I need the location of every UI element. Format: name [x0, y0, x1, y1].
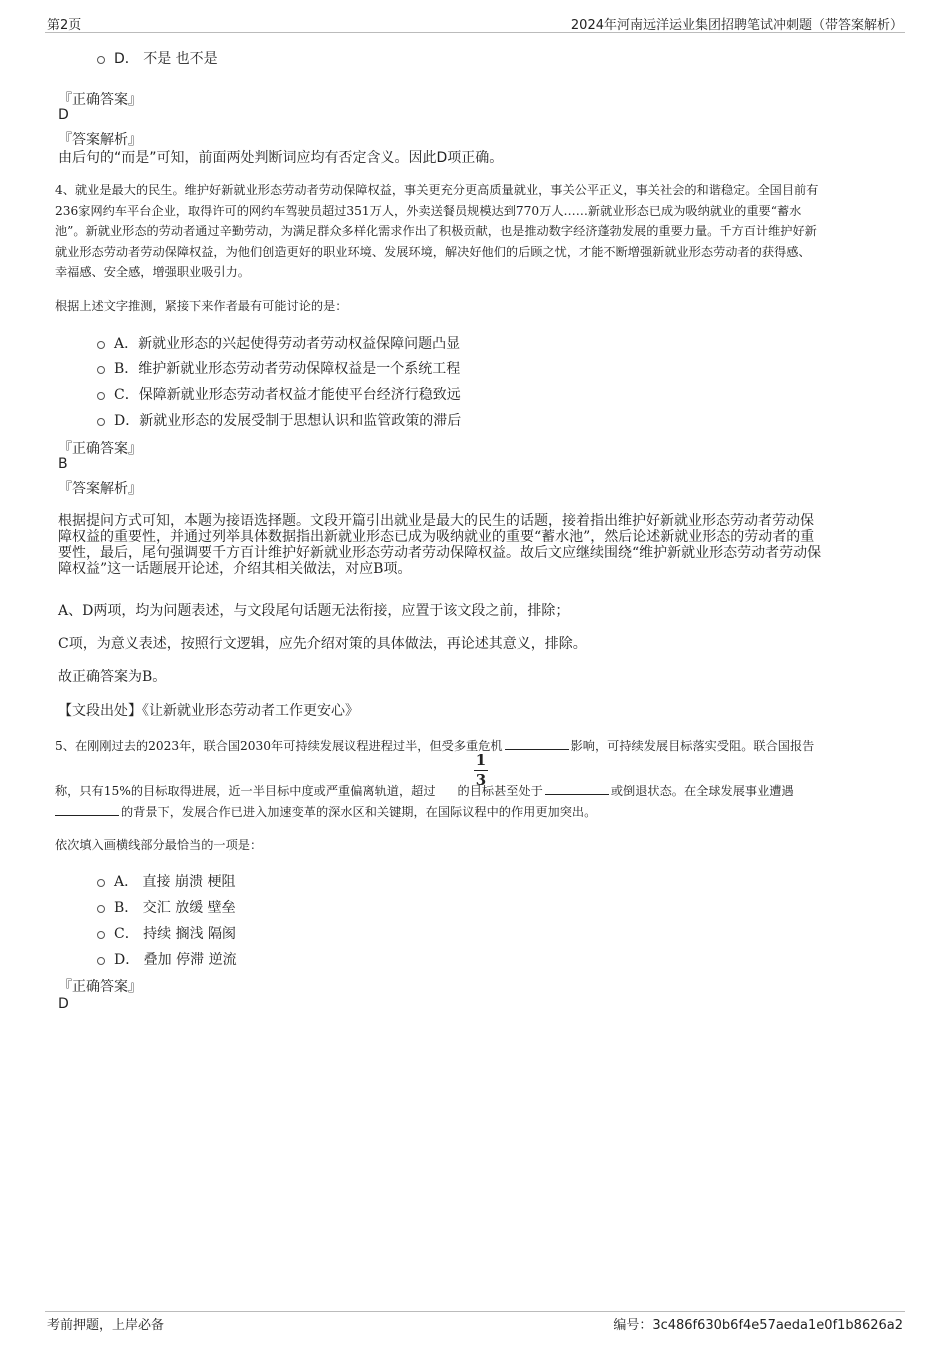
option-label: D．新就业形态的发展受制于思想认识和监管政策的滞后	[114, 413, 462, 429]
q4-analysis-line: 根据提问方式可知，本题为接语选择题。文段开篇引出就业是最大的民生的话题，接着指出维护好新就业形态劳动者劳动保	[58, 513, 814, 529]
q4-answer: B	[58, 456, 68, 472]
q5-option-d[interactable]	[97, 949, 237, 969]
q3-analysis-label: 『答案解析』	[58, 132, 142, 148]
option-label: D． 不是 也不是	[114, 51, 218, 67]
radio-icon[interactable]	[97, 366, 105, 374]
option-label: A．新就业形态的兴起使得劳动者劳动权益保障问题凸显	[114, 336, 461, 352]
q4-stem-line: 就业形态劳动者劳动保障权益，为他们创造更好的职业环境、发展环境，解决好他们的后顾之忧，才能不断增强新就业形态劳动者的获得感、	[55, 244, 811, 259]
q4-option-a[interactable]	[97, 333, 460, 353]
q5-text: 5、在刚刚过去的2023年，联合国2030年可持续发展议程进程过半，但受多重危机	[55, 739, 503, 753]
q4-question: 根据上述文字推测，紧接下来作者最有可能讨论的是：	[55, 299, 348, 313]
q4-analysis-line: 障权益”这一话题展开论述，介绍其相关做法，对应B项。	[58, 561, 412, 577]
fill-blank	[545, 782, 609, 795]
radio-icon[interactable]	[97, 418, 105, 426]
q5-text: 影响，可持续发展目标落实受阻。联合国报告	[570, 739, 815, 753]
q5-stem-line-2	[55, 782, 794, 799]
q4-stem-line: 4、就业是最大的民生。维护好新就业形态劳动者劳动保障权益，事关更充分更高质量就业，事关公平正义，事关社会的和谐稳定。全国目前有	[55, 183, 819, 197]
footer-divider	[45, 1311, 905, 1312]
option-label: A． 直接 崩溃 梗阻	[114, 874, 236, 890]
q4-analysis-line: 要性，最后，尾句强调要千方百计维护好新就业形态劳动者劳动保障权益。故后文应继续围绕“维护新就业形态劳动者劳动保	[58, 545, 822, 561]
q4-conclusion: 故正确答案为B。	[58, 669, 167, 685]
fraction-denominator: 3	[475, 771, 487, 789]
radio-icon[interactable]	[97, 341, 105, 349]
q4-answer-label: 『正确答案』	[58, 441, 142, 457]
fraction-numerator: 1	[475, 751, 487, 769]
q5-question: 依次填入画横线部分最恰当的一项是：	[55, 838, 263, 852]
q5-option-a[interactable]	[97, 871, 235, 891]
radio-icon[interactable]	[97, 56, 105, 64]
q5-answer-label: 『正确答案』	[58, 979, 142, 995]
fill-blank	[55, 803, 119, 816]
q5-text: 的背景下，发展合作已进入加速变革的深水区和关键期，在国际议程中的作用更加突出。	[121, 805, 597, 819]
q5-text: 或倒退状态。在全球发展事业遭遇	[610, 784, 794, 798]
q3-option-d[interactable]	[97, 48, 218, 68]
q4-stem-line: 幸福感、安全感，增强职业吸引力。	[55, 265, 250, 279]
q4-analysis-ad: A、D两项，均为问题表述，与文段尾句话题无法衔接，应置于该文段之前，排除；	[58, 603, 570, 619]
document-id: 编号：3c486f630b6f4e57aeda1e0f1b8626a2	[613, 1318, 903, 1333]
option-label: C．保障新就业形态劳动者权益才能使平台经济行稳致远	[114, 387, 461, 403]
q5-text: 称，只有15%的目标取得进展，近一半目标中度或严重偏离轨道，超过	[55, 784, 436, 798]
radio-icon[interactable]	[97, 931, 105, 939]
q5-answer: D	[58, 996, 69, 1012]
radio-icon[interactable]	[97, 392, 105, 400]
q3-answer: D	[58, 107, 69, 123]
q4-analysis-label: 『答案解析』	[58, 481, 142, 497]
page-number: 第2页	[47, 18, 82, 33]
q3-answer-label: 『正确答案』	[58, 92, 142, 108]
q4-option-c[interactable]	[97, 384, 461, 404]
q3-analysis: 由后句的“而是”可知，前面两处判断词应均有否定含义。因此D项正确。	[58, 150, 504, 166]
q5-stem-line-1	[55, 737, 814, 754]
radio-icon[interactable]	[97, 957, 105, 965]
q4-analysis-line: 障权益的重要性，并通过列举具体数据指出新就业形态已成为吸纳就业的重要“蓄水池”，然后论述新就业形态的劳动者的重	[58, 529, 815, 545]
radio-icon[interactable]	[97, 905, 105, 913]
q4-stem	[55, 180, 895, 283]
q5-option-c[interactable]	[97, 923, 236, 943]
option-label: C． 持续 搁浅 隔阂	[114, 926, 237, 942]
q4-option-d[interactable]	[97, 410, 461, 430]
q4-analysis	[58, 513, 896, 577]
q5-option-b[interactable]	[97, 897, 236, 917]
q5-stem-line-3	[55, 803, 596, 820]
option-label: B． 交汇 放缓 壁垒	[114, 900, 236, 916]
q4-source: 【文段出处】《让新就业形态劳动者工作更安心》	[58, 703, 359, 719]
q4-option-b[interactable]	[97, 358, 460, 378]
option-label: D． 叠加 停滞 逆流	[114, 952, 237, 968]
option-label: B．维护新就业形态劳动者劳动保障权益是一个系统工程	[114, 361, 461, 377]
header-divider	[45, 32, 905, 33]
radio-icon[interactable]	[97, 879, 105, 887]
q5-text: 的目标甚至处于	[457, 784, 543, 798]
document-title: 2024年河南远洋运业集团招聘笔试冲刺题（带答案解析）	[570, 18, 903, 33]
fill-blank	[505, 737, 569, 750]
q4-analysis-c: C项，为意义表述，按照行文逻辑，应先介绍对策的具体做法，再论述其意义，排除。	[58, 636, 587, 652]
footer-slogan: 考前押题，上岸必备	[47, 1318, 165, 1333]
q4-stem-line: 236家网约车平台企业，取得许可的网约车驾驶员超过351万人，外卖送餐员规模达到770万人……新就业形态已成为吸纳就业的重要“蓄水	[55, 203, 802, 218]
q4-stem-line: 池”。新就业形态的劳动者通过辛勤劳动，为满足群众多样化需求作出了积极贡献，也是推动数字经济蓬勃发展的重要力量。千方百计维护好新	[55, 224, 817, 238]
